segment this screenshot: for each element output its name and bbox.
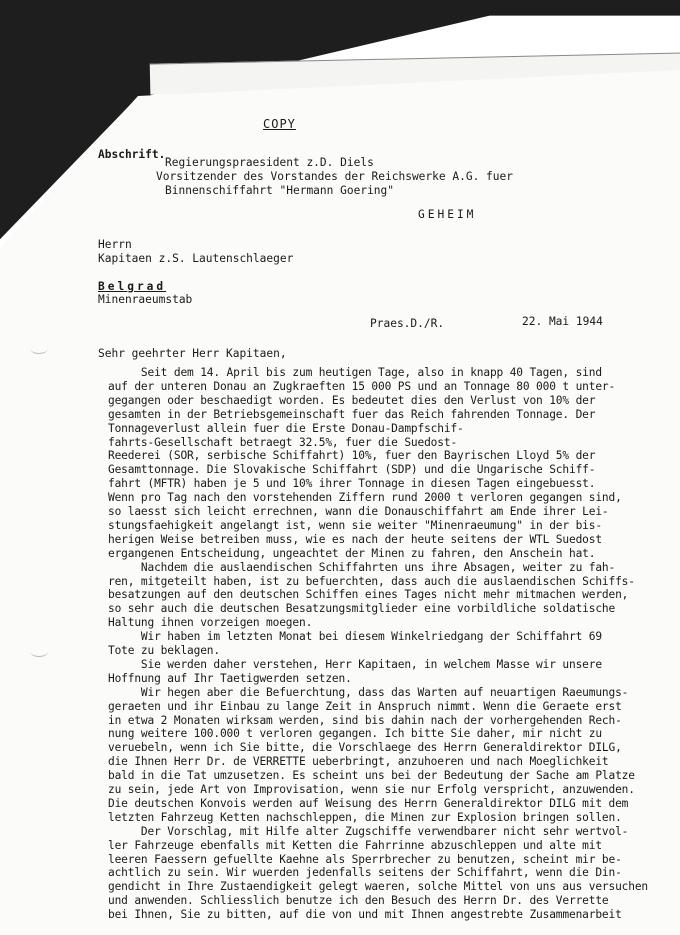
recipient-name: Kapitaen z.S. Lautenschlaeger <box>98 252 294 265</box>
body-line: nung weitere 100.000 t verloren gegangen. Ich bitte Sie daher, mir nicht zu <box>108 727 602 741</box>
body-line: Nachdem die auslaendischen Schiffahrten uns ihre Absagen, weiter zu fah- <box>108 560 616 574</box>
body-line: in etwa 2 Monaten wirksam werden, sind bis dahin nach der vorhergehenden Rech- <box>108 713 622 727</box>
body-line: leeren Faessern gefuellte Kaehne als Sperrbrecher zu benutzen, scheint mir be- <box>108 852 622 866</box>
body-line: ler Fahrzeuge ebenfalls mit Ketten die Fahrrinne abzuschleppen und alte mit <box>108 838 602 852</box>
copy-heading: COPY <box>263 117 296 131</box>
body-line: Gesamttonnage. Die Slovakische Schiffahrt (SDP) und die Ungarische Schiff- <box>108 463 596 477</box>
sender-line-1: Regierungspraesident z.D. Diels <box>165 156 374 169</box>
sender-line-2: Vorsitzender des Vorstandes der Reichswerke A.G. fuer <box>156 170 513 183</box>
recipient-herrn: Herrn <box>98 238 132 251</box>
greeting: Sehr geehrter Herr Kapitaen, <box>98 347 287 360</box>
body-line: Tote zu beklagen. <box>108 644 220 657</box>
body-line: Wenn pro Tag nach den vorstehenden Ziffern rund 2000 t verloren gegangen sind, <box>108 491 622 505</box>
abschrift-label: Abschrift. <box>98 148 166 161</box>
body-line: gesamten in der Betriebsgemeinschaft fuer das Reich fahrenden Tonnage. Der <box>108 407 596 421</box>
body-line: Hoffnung auf Ihr Taetigwerden setzen. <box>108 671 352 685</box>
body-line: Wir hegen aber die Befuerchtung, dass das Warten auf neuartigen Raeumungs- <box>108 685 629 699</box>
reference-code: Praes.D./R. <box>370 317 445 330</box>
body-line: Wir haben im letzten Monat bei diesem Winkelriedgang der Schiffahrt 69 <box>108 630 602 644</box>
sender-line-3: Binnenschiffahrt "Hermann Goering" <box>165 184 395 197</box>
body-line: achtlich zu sein. Wir wuerden jedenfalls seitens der Schiffahrt, wenn die Din- <box>108 866 622 880</box>
body-line: veruebeln, wenn ich Sie bitte, die Vorschlaege des Herrn Generaldirektor DILG, <box>108 741 622 755</box>
recipient-unit: Minenraeumstab <box>98 293 193 306</box>
classification-label: GEHEIM <box>418 208 477 221</box>
body-line: Die deutschen Konvois werden auf Weisung des Herrn Generaldirektor DILG mit dem <box>108 796 629 810</box>
body-line: Der Vorschlag, mit Hilfe alter Zugschiffe verwendbarer nicht sehr wertvol- <box>108 824 629 838</box>
body-line: Haltung ihnen vorzeigen moegen. <box>108 616 313 630</box>
body-line: Seit dem 14. April bis zum heutigen Tage, also in knapp 40 Tagen, sind <box>108 366 602 379</box>
body-line: herigen Weise betreiben muss, wie es nach der heute seitens der WTL Suedost <box>108 532 602 546</box>
body-line: ergangenen Entscheidung, ungeachtet der Minen zu fahren, den Anschein hat. <box>108 546 596 560</box>
recipient-city: Belgrad <box>98 280 167 293</box>
body-line: bei Ihnen, Sie zu bitten, auf die von und mit Ihnen angestrebte Zusammenarbeit <box>108 908 622 922</box>
body-line: und anwenden. Schliesslich benutze ich den Besuch des Herrn Dr. des Verrette <box>108 894 609 908</box>
body-line: besatzungen auf den deutschen Schiffen eines Tages nicht mehr mitmachen werden, <box>108 588 629 602</box>
body-line: Sie werden daher verstehen, Herr Kapitaen, in welchem Masse wir unsere <box>108 657 602 671</box>
body-line: die Ihnen Herr Dr. de VERRETTE ueberbringt, anzuhoeren und nach Moeglichkeit <box>108 755 609 769</box>
body-line: so sehr auch die deutschen Besatzungsmitglieder eine vorbildliche soldatische <box>108 602 616 616</box>
body-line: bald in die Tat umzusetzen. Es scheint uns bei der Bedeutung der Sache am Platze <box>108 769 635 783</box>
body-line: Tonnageverlust allein fuer die Erste Donau-Dampfschif- <box>108 421 464 435</box>
body-line: stungsfaehigkeit angelangt ist, wenn sie weiter "Minenraeumung" in der bis- <box>108 518 602 532</box>
letter-date: 22. Mai 1944 <box>522 315 603 328</box>
body-line: fahrt (MFTR) haben je 5 und 10% ihrer Tonnage in diesen Tagen eingebuesst. <box>108 477 596 491</box>
body-line: ren, mitgeteilt haben, ist zu befuerchten, dass auch die auslaendischen Schiffs- <box>108 574 635 588</box>
body-line: fahrts-Gesellschaft betraegt 32.5%, fuer die Suedost- <box>108 435 458 449</box>
body-line: zu sein, jede Art von Improvisation, wenn sie nur Erfolg verspricht, anzuwenden. <box>108 783 635 796</box>
body-line: gegangen oder beschaedigt worden. Es bedeutet dies den Verlust von 10% der <box>108 393 596 407</box>
body-line: Reederei (SOR, serbische Schiffahrt) 10%, fuer den Bayrischen Lloyd 5% der <box>108 449 596 463</box>
body-line: auf der unteren Donau an Zugkraeften 15 000 PS und an Tonnage 80 000 t unter- <box>108 379 616 393</box>
body-line: gendicht in Ihre Zustaendigkeit gelegt waeren, solche Mittel von uns aus versuchen <box>108 880 649 894</box>
body-line: letzten Fahrzeug Ketten nachschleppen, die Minen zur Explosion bringen sollen. <box>108 810 622 824</box>
body-line: so laesst sich leicht errechnen, wann die Donauschiffahrt am Ende ihrer Lei- <box>108 505 609 518</box>
body-line: geraeten und ihr Einbau zu lange Zeit in Anspruch nimmt. Wenn die Geraete erst <box>108 699 622 713</box>
